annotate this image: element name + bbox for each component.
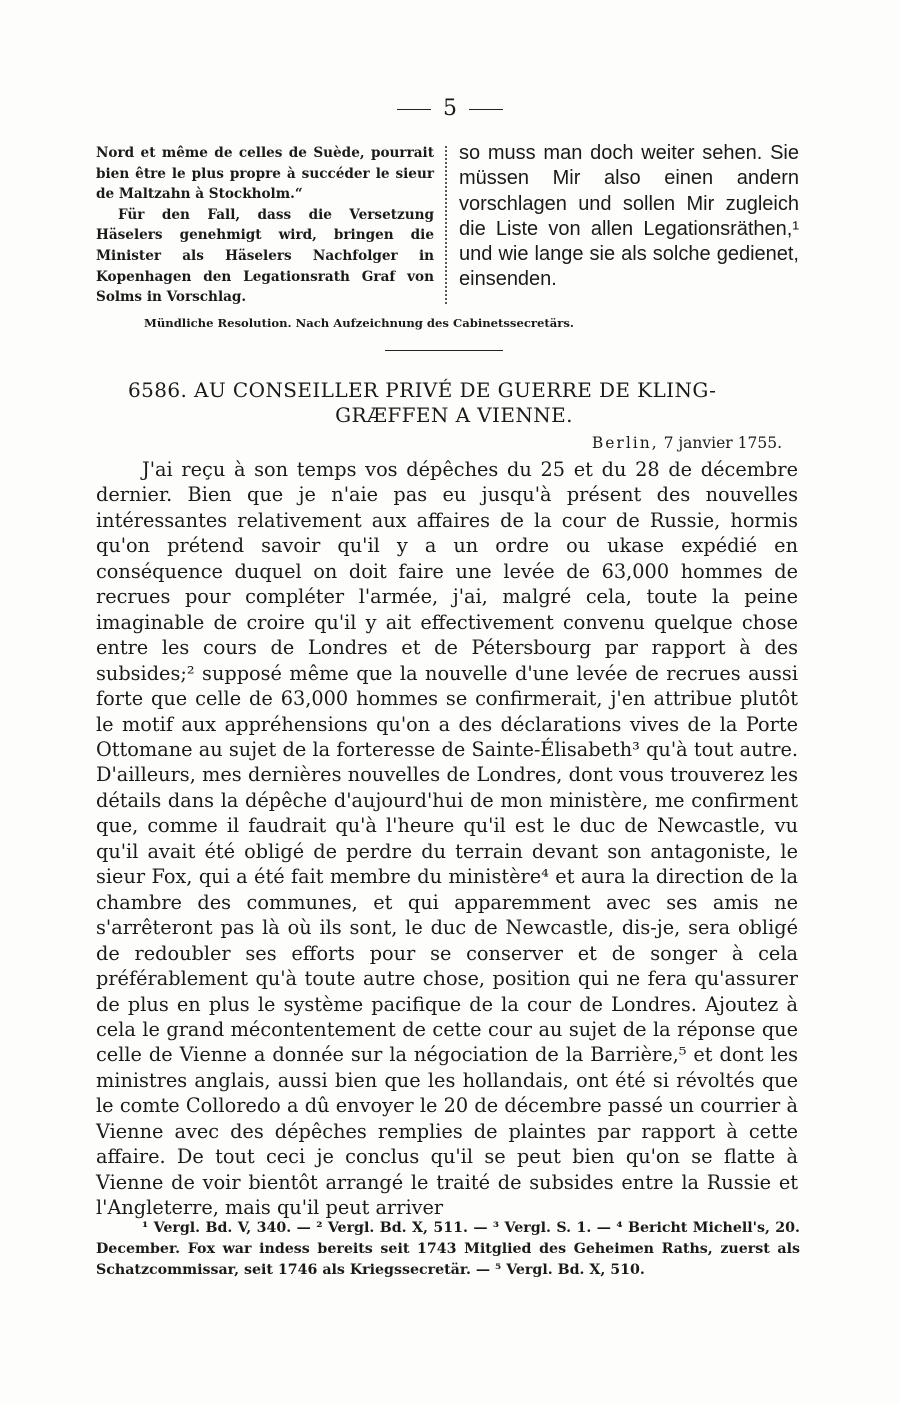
letter-date: 7 janvier 1755. xyxy=(663,434,782,452)
resolution-note: Mündliche Resolution. Nach Aufzeichnung des Cabinetssecretärs. xyxy=(144,316,574,330)
footnotes xyxy=(96,1218,800,1280)
letter-heading-line-1: 6586. AU CONSEILLER PRIVÉ DE GUERRE DE KLING- xyxy=(128,378,717,402)
page-number-dash-right xyxy=(469,109,503,110)
column-divider xyxy=(445,146,447,304)
left-column-paragraph-1: Nord et même de celles de Suède, pourrait bien être le plus propre à succéder le sieur de Maltzahn à Stockholm.“ xyxy=(96,145,434,203)
section-rule xyxy=(385,350,503,351)
right-column xyxy=(459,141,799,293)
right-column-text: so muss man doch weiter sehen. Sie müssen Mir also einen andern vorschlagen und sollen Mir zugleich die Liste von allen Legationsräthen,¹ und wie lange sie als solche gedienet, einsenden. xyxy=(459,142,799,291)
letter-date-place: Berlin, xyxy=(591,434,659,452)
page-number-dash-left xyxy=(397,109,431,110)
page-number xyxy=(0,96,900,122)
letter-body-paragraph: J'ai reçu à son temps vos dépêches du 25 et du 28 de décembre dernier. Bien que je n'aie pas eu jusqu'à présent des nouvelles intéressantes relativement aux affaires de la cour de Russie, hormis qu'on prétend savoir qu'il y a un ordre ou ukase expédié en conséquence duquel on doit faire une levée de 63,000 hommes de recrues pour compléter l'armée, j'ai, malgré cela, toute la peine imaginable de croire qu'il y ait effectivement convenu quelque chose entre les cours de Londres et de Pétersbourg par rapport à des subsides;² supposé même que la nouvelle d'une levée de recrues aussi forte que celle de 63,000 hommes se confirmerait, j'en attribue plutôt le motif aux appréhensions qu'on a des déclarations vives de la Porte Ottomane au sujet de la forteresse de Sainte-Élisabeth³ qu'à tout autre. D'ailleurs, mes dernières nouvelles de Londres, dont vous trouverez les détails dans la dépêche d'aujourd'hui de mon ministère, me confirment que, comme il faudrait qu'à l'heure qu'il est le duc de Newcastle, vu qu'il avait été obligé de perdre du terrain devant son antagoniste, le sieur Fox, qui a été fait membre du ministère⁴ et aura la direction de la chambre des communes, et qui apparemment avec ses amis ne s'arrêteront pas là où ils sont, le duc de Newcastle, dis-je, sera obligé de redoubler ses efforts pour se conserver et de songer à cela préférablement qu'à toute autre chose, position qui ne fera qu'assurer de plus en plus le système pacifique de la cour de Londres. Ajoutez à cela le grand mécontentement de cette cour au sujet de la réponse que celle de Vienne a donnée sur la négociation de la Barrière,⁵ et dont les ministres anglais, aussi bien que les hollandais, ont été si révoltés que le comte Colloredo a dû envoyer le 20 de décembre passé un courrier à Vienne avec des dépêches remplies de plaintes par rapport à cette affaire. De tout ceci je conclus qu'il se peut bien qu'on se flatte à Vienne de voir bientôt arrangé le traité de subsides entre la Russie et l'Angleterre, mais qu'il peut arriver xyxy=(96,458,798,1220)
footnotes-text: ¹ Vergl. Bd. V, 340. — ² Vergl. Bd. X, 511. — ³ Vergl. S. 1. — ⁴ Bericht Michell's, 20. December. Fox war indess bereits seit 1743 Mitglied des Geheimen Raths, zuerst als Schatzcommissar, seit 1746 als Kriegssecretär. — ⁵ Vergl. Bd. X, 510. xyxy=(96,1220,800,1278)
left-column xyxy=(96,143,434,308)
letter-body xyxy=(96,457,798,1221)
left-column-paragraph-2: Für den Fall, dass die Versetzung Häselers genehmigt wird, bringen die Minister als Häselers Nachfolger in Kopenhagen den Legationsrath Graf von Solms in Vorschlag. xyxy=(96,206,434,306)
letter-heading xyxy=(96,378,802,428)
page-number-value: 5 xyxy=(443,96,457,121)
letter-heading-line-2: GRÆFFEN A VIENNE. xyxy=(335,403,573,427)
letter-dateline xyxy=(96,433,782,453)
